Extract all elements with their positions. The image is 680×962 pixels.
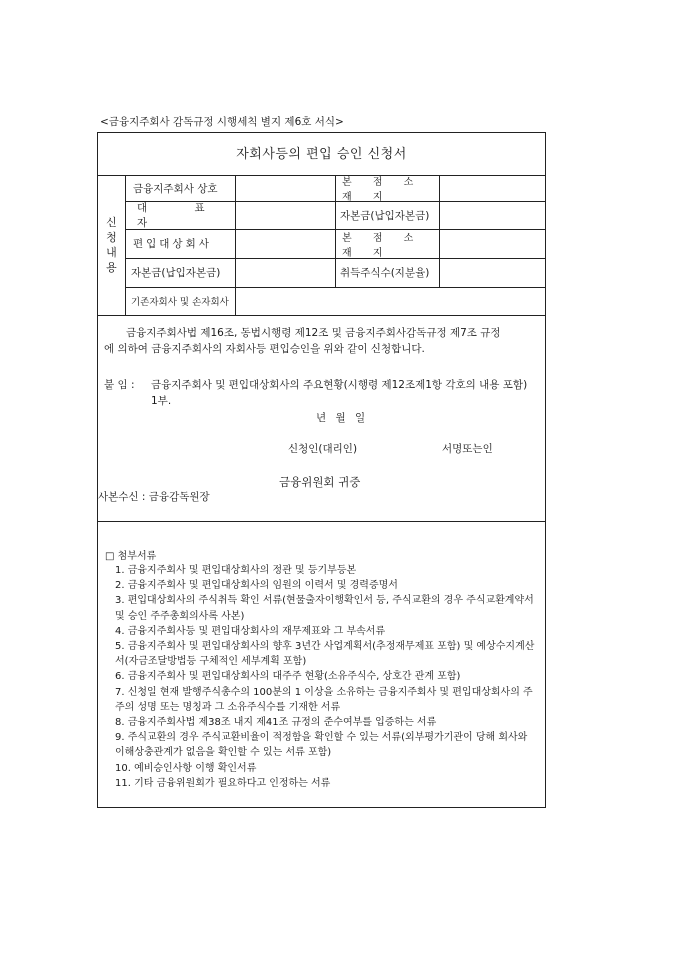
recipient: 금융위원회 귀중 — [279, 475, 361, 489]
attachment-label: 붙 임 : — [104, 379, 135, 391]
list-item: 5. 금융지주회사 및 편입대상회사의 향후 3년간 사업계획서(추정재무제표 포함) 및 예상수지계산서(자금조달방법등 구체적인 세부계획 포함) — [115, 641, 535, 668]
applicant-label: 신청인(대리인) — [288, 443, 358, 455]
shares-acquired-field[interactable] — [440, 258, 545, 287]
representative-label: 대 표 자 — [125, 201, 236, 229]
target-company-field[interactable] — [236, 229, 336, 258]
table-row — [125, 258, 545, 288]
holding-company-name-field[interactable] — [236, 175, 336, 201]
capital-field[interactable] — [440, 201, 545, 229]
target-head-office-label: 본 점 소 재 지 — [336, 229, 440, 258]
application-details-table — [98, 175, 545, 316]
list-item: 10. 예비승인사항 이행 확인서류 — [115, 762, 257, 774]
side-char: 내 — [106, 246, 117, 259]
holding-company-name-label: 금융지주회사 상호 — [125, 175, 236, 201]
representative-field[interactable] — [236, 201, 336, 229]
list-item: 6. 금융지주회사 및 편입대상회사의 대주주 현황(소유주식수, 상호간 관계 포함) — [115, 671, 461, 683]
capital-label: 자본금(납입자본금) — [336, 201, 440, 229]
table-row — [125, 229, 545, 259]
side-char: 청 — [106, 231, 117, 244]
date-line: 년 월 일 — [316, 412, 369, 424]
statement-line-2: 에 의하여 금융지주회사의 자회사등 편입승인을 위와 같이 신청합니다. — [104, 343, 425, 355]
side-char: 신 — [106, 216, 117, 229]
existing-subsidiaries-label: 기존자회사 및 손자회사 — [125, 287, 236, 315]
docs-title: □ 첨부서류 — [105, 551, 157, 562]
table-row — [125, 201, 545, 230]
list-item: 8. 금융지주회사법 제38조 내지 제41조 규정의 준수여부를 입증하는 서류 — [115, 717, 437, 729]
table-row — [125, 175, 545, 202]
list-item: 11. 기타 금융위원회가 필요하다고 인정하는 서류 — [115, 777, 331, 789]
attachment-text: 금융지주회사 및 편입대상회사의 주요현황(시행령 제12조제1항 각호의 내용 포함) 1부. — [151, 379, 528, 407]
list-item: 9. 주식교환의 경우 주식교환비율이 적정함을 확인할 수 있는 서류(외부평가기관이 당해 회사와 이해상충관계가 없음을 확인할 수 있는 서류 포함) — [115, 732, 528, 759]
list-item: 4. 금융지주회사등 및 편입대상회사의 재무제표와 그 부속서류 — [115, 625, 386, 637]
target-head-office-field[interactable] — [440, 229, 545, 258]
form-caption: <금융지주회사 감독규정 시행세칙 별지 제6호 서식> — [100, 116, 344, 128]
application-form — [97, 132, 546, 808]
signature-label: 서명또는인 — [442, 443, 493, 455]
side-char: 용 — [106, 261, 117, 274]
list-item: 3. 편입대상회사의 주식취득 확인 서류(현물출자이행확인서 등, 주식교환의 경우 주식교환계약서 및 승인 주주총회의사록 사본) — [115, 595, 534, 622]
target-company-label: 편입대상회사 — [125, 229, 236, 258]
copy-recipient: 사본수신 : 금융감독원장 — [98, 491, 210, 503]
target-capital-label: 자본금(납입자본금) — [125, 258, 236, 287]
statement-section — [98, 315, 545, 522]
list-item: 1. 금융지주회사 및 편입대상회사의 정관 및 등기부등본 — [115, 565, 357, 576]
list-item: 7. 신청일 현재 발행주식총수의 100분의 1 이상을 소유하는 금융지주회사 및 편입대상회사의 주주의 성명 또는 명칭과 그 소유주식수를 기재한 서류 — [115, 686, 533, 713]
statement-line-1: 금융지주회사법 제16조, 동법시행령 제12조 및 금융지주회사감독규정 제7조 규정 — [126, 327, 501, 339]
shares-acquired-label: 취득주식수(지분율) — [336, 258, 440, 287]
side-label — [98, 175, 126, 315]
existing-subsidiaries-field[interactable] — [236, 287, 545, 315]
form-title: 자회사등의 편입 승인 신청서 — [98, 133, 545, 176]
attachment-note — [104, 377, 544, 407]
table-row — [125, 287, 545, 315]
head-office-address-field[interactable] — [440, 175, 545, 201]
attached-documents-section — [98, 521, 545, 807]
list-item: 2. 금융지주회사 및 편입대상회사의 임원의 이력서 및 경력증명서 — [115, 580, 398, 592]
docs-list — [115, 563, 540, 791]
head-office-address-label: 본 점 소 재 지 — [336, 175, 440, 201]
target-capital-field[interactable] — [236, 258, 336, 287]
